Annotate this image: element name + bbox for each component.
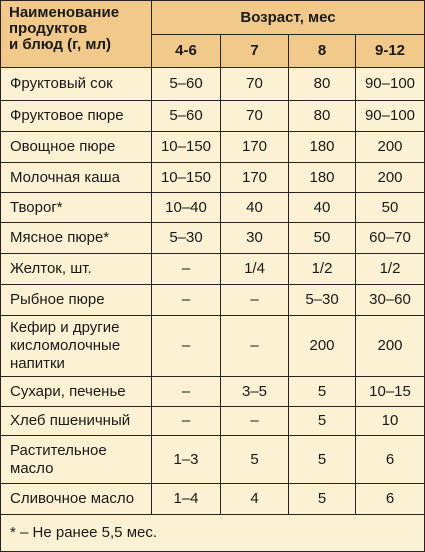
row-label-line: масло	[10, 459, 54, 477]
column-header-age-8: 8	[289, 35, 356, 68]
row-label-line: напитки	[10, 355, 65, 372]
row-label-line: Растительное	[10, 441, 107, 459]
table-cell: 50	[356, 193, 425, 223]
table-cell: 180	[289, 163, 356, 193]
table-cell: 70	[221, 68, 289, 101]
table-cell: 180	[289, 132, 356, 163]
column-header-age-9-12: 9-12	[356, 35, 425, 68]
table-cell: 170	[221, 163, 289, 193]
table-cell: 80	[289, 68, 356, 101]
table-row	[1, 436, 425, 484]
table-cell: 10–150	[152, 163, 221, 193]
table-cell: 10–15	[356, 377, 425, 407]
row-label-line: Кефир и другие	[10, 319, 120, 336]
table-cell: 6	[356, 436, 425, 484]
header-name-line-1: Наименование	[9, 4, 120, 21]
table-cell: 80	[289, 101, 356, 132]
row-label: Сливочное масло	[1, 484, 152, 515]
table-cell: 1–3	[152, 436, 221, 484]
table-cell: 90–100	[356, 68, 425, 101]
row-label: Сухари, печенье	[1, 377, 152, 407]
table-cell: 10–40	[152, 193, 221, 223]
table-cell: –	[152, 316, 221, 377]
table-cell: 170	[221, 132, 289, 163]
table-cell: 70	[221, 101, 289, 132]
table-cell: 5	[289, 436, 356, 484]
table-cell: 5	[289, 484, 356, 515]
column-header-product	[1, 1, 152, 68]
table-cell: –	[221, 285, 289, 316]
row-label: Творог*	[1, 193, 152, 223]
table-cell: 5	[289, 377, 356, 407]
row-label	[1, 316, 152, 377]
table-cell: 5–60	[152, 68, 221, 101]
table-row	[1, 163, 425, 193]
table-cell: 10	[356, 407, 425, 436]
table-cell: –	[152, 407, 221, 436]
table-cell: 5–30	[289, 285, 356, 316]
table-row	[1, 101, 425, 132]
table-cell: 1/2	[289, 254, 356, 285]
table-cell: 5–30	[152, 223, 221, 254]
table-cell: 30–60	[356, 285, 425, 316]
table-cell: 6	[356, 484, 425, 515]
table-row	[1, 223, 425, 254]
table-cell: 10–150	[152, 132, 221, 163]
row-label	[1, 436, 152, 484]
table-cell: 5–60	[152, 101, 221, 132]
table-cell: 4	[221, 484, 289, 515]
table-cell: 1–4	[152, 484, 221, 515]
column-header-age-7: 7	[221, 35, 289, 68]
row-label: Овощное пюре	[1, 132, 152, 163]
table-cell: 1/2	[356, 254, 425, 285]
table-cell: –	[152, 254, 221, 285]
table-cell: 5	[289, 407, 356, 436]
row-label: Фруктовый сок	[1, 68, 152, 101]
table-cell: 40	[221, 193, 289, 223]
table-cell: –	[221, 407, 289, 436]
table-row	[1, 316, 425, 377]
header-name-line-2: продуктов	[9, 20, 88, 37]
table-row	[1, 68, 425, 101]
row-label: Рыбное пюре	[1, 285, 152, 316]
table-cell: 50	[289, 223, 356, 254]
column-header-age-group: Возраст, мес	[152, 1, 425, 35]
table-row	[1, 254, 425, 285]
table-row	[1, 193, 425, 223]
row-label: Мясное пюре*	[1, 223, 152, 254]
table-row	[1, 132, 425, 163]
table-cell: 60–70	[356, 223, 425, 254]
footnote: * – Не ранее 5,5 мес.	[1, 515, 425, 552]
table-cell: 3–5	[221, 377, 289, 407]
header-name-line-3: и блюд (г, мл)	[9, 36, 111, 53]
table-cell: 30	[221, 223, 289, 254]
row-label: Молочная каша	[1, 163, 152, 193]
table-row	[1, 484, 425, 515]
header-row-top	[1, 1, 425, 35]
row-label: Хлеб пшеничный	[1, 407, 152, 436]
table-cell: –	[152, 285, 221, 316]
table-cell: 200	[356, 316, 425, 377]
table-row	[1, 285, 425, 316]
table-row	[1, 377, 425, 407]
table-cell: –	[221, 316, 289, 377]
row-label: Фруктовое пюре	[1, 101, 152, 132]
table-cell: 200	[356, 132, 425, 163]
table-cell: 200	[289, 316, 356, 377]
row-label: Желток, шт.	[1, 254, 152, 285]
table-cell: 40	[289, 193, 356, 223]
column-header-age-4-6: 4-6	[152, 35, 221, 68]
table-cell: –	[152, 377, 221, 407]
table-cell: 1/4	[221, 254, 289, 285]
table-cell: 200	[356, 163, 425, 193]
table-cell: 90–100	[356, 101, 425, 132]
table-cell: 5	[221, 436, 289, 484]
table-row	[1, 407, 425, 436]
row-label-line: кисломолочные	[10, 337, 121, 354]
